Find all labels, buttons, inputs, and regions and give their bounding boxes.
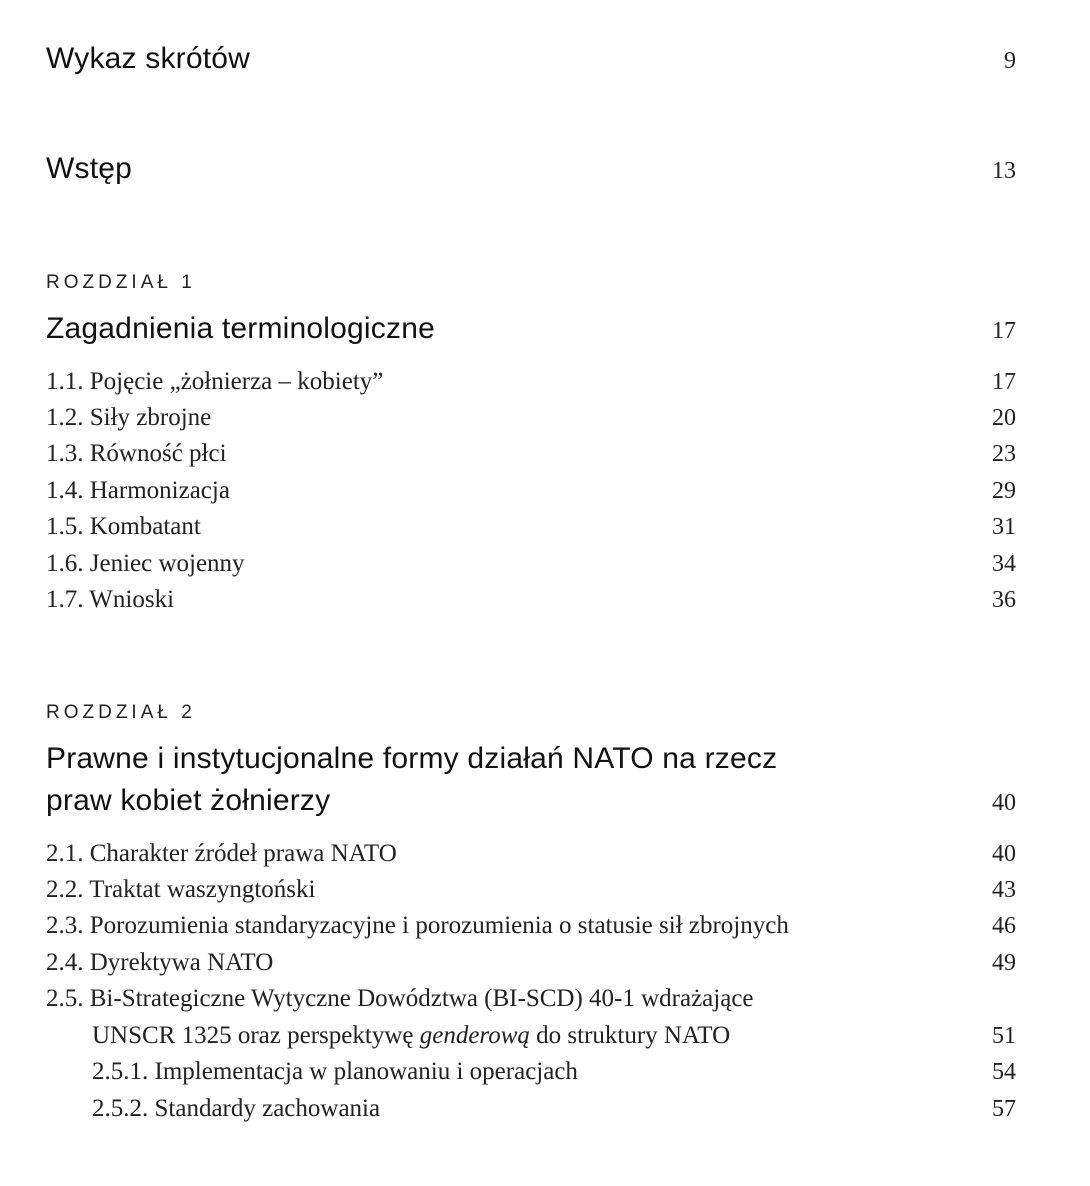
toc-section[interactable]	[46, 949, 1016, 977]
section-title: 1.4. Harmonizacja	[46, 477, 230, 504]
section-page: 40	[992, 841, 1016, 867]
section-title: 2.4. Dyrektywa NATO	[46, 949, 274, 976]
section-page: 17	[992, 369, 1016, 395]
section-page: 31	[992, 514, 1016, 540]
section-page: 29	[992, 478, 1016, 504]
chapter-title: Zagadnienia terminologiczne	[46, 312, 435, 345]
section-title: 1.5. Kombatant	[46, 513, 201, 540]
toc-entry-page: 9	[1004, 48, 1016, 74]
section-title-italic: genderową	[419, 1022, 530, 1049]
toc-entry-introduction[interactable]	[46, 152, 1016, 186]
section-title: 2.3. Porozumienia standaryzacyjne i porozumienia o statusie sił zbrojnych	[46, 912, 789, 939]
chapter-page: 40	[992, 790, 1016, 816]
toc-section[interactable]	[46, 840, 1016, 868]
toc-entry-title: Wykaz skrótów	[46, 42, 251, 75]
toc-section-continued[interactable]	[92, 1022, 1016, 1050]
chapter-label: ROZDZIAŁ 2	[46, 702, 196, 723]
toc-section[interactable]	[46, 513, 1016, 541]
chapter-title-line-2: praw kobiet żołnierzy	[46, 784, 331, 817]
section-title: 1.1. Pojęcie „żołnierza – kobiety”	[46, 368, 384, 395]
chapter-title-line-1: Prawne i instytucjonalne formy działań NATO na rzecz	[46, 742, 778, 775]
section-title-line-1: 2.5. Bi-Strategiczne Wytyczne Dowództwa (BI-SCD) 40-1 wdrażające	[46, 985, 754, 1012]
section-title: 1.6. Jeniec wojenny	[46, 550, 245, 577]
subsection-page: 54	[992, 1059, 1016, 1085]
section-title: 1.7. Wnioski	[46, 586, 175, 613]
section-title-text: do struktury NATO	[529, 1022, 731, 1049]
chapter-heading[interactable]	[46, 312, 1016, 346]
toc-section[interactable]	[46, 985, 1016, 1013]
toc-subsection[interactable]	[92, 1095, 1016, 1123]
chapter-heading[interactable]	[46, 742, 1016, 776]
toc-section[interactable]	[46, 404, 1016, 432]
toc-section[interactable]	[46, 440, 1016, 468]
chapter-label: ROZDZIAŁ 1	[46, 272, 196, 293]
chapter-page: 17	[992, 318, 1016, 344]
section-page: 20	[992, 405, 1016, 431]
section-page: 36	[992, 587, 1016, 613]
toc-section[interactable]	[46, 876, 1016, 904]
toc-subsection[interactable]	[92, 1058, 1016, 1086]
section-page: 51	[992, 1023, 1016, 1049]
toc-section[interactable]	[46, 550, 1016, 578]
section-title: 1.3. Równość płci	[46, 440, 227, 467]
toc-section[interactable]	[46, 368, 1016, 396]
chapter-heading-continued[interactable]	[46, 784, 1016, 818]
section-page: 46	[992, 913, 1016, 939]
section-title: 2.2. Traktat waszyngtoński	[46, 876, 316, 903]
toc-section[interactable]	[46, 477, 1016, 505]
toc-entry-title: Wstęp	[46, 152, 133, 185]
toc-entry-abbreviations[interactable]	[46, 42, 1016, 76]
toc-section[interactable]	[46, 586, 1016, 614]
section-page: 34	[992, 551, 1016, 577]
toc-entry-page: 13	[992, 158, 1016, 184]
section-page: 43	[992, 877, 1016, 903]
section-title: 2.1. Charakter źródeł prawa NATO	[46, 840, 397, 867]
section-page: 23	[992, 441, 1016, 467]
subsection-page: 57	[992, 1096, 1016, 1122]
section-title-line-2	[92, 1022, 730, 1050]
section-title-text: UNSCR 1325 oraz perspektywę	[92, 1022, 420, 1049]
section-title: 1.2. Siły zbrojne	[46, 404, 212, 431]
toc-section[interactable]	[46, 912, 1016, 940]
section-page: 49	[992, 950, 1016, 976]
subsection-title: 2.5.1. Implementacja w planowaniu i operacjach	[92, 1058, 578, 1085]
subsection-title: 2.5.2. Standardy zachowania	[92, 1095, 381, 1122]
